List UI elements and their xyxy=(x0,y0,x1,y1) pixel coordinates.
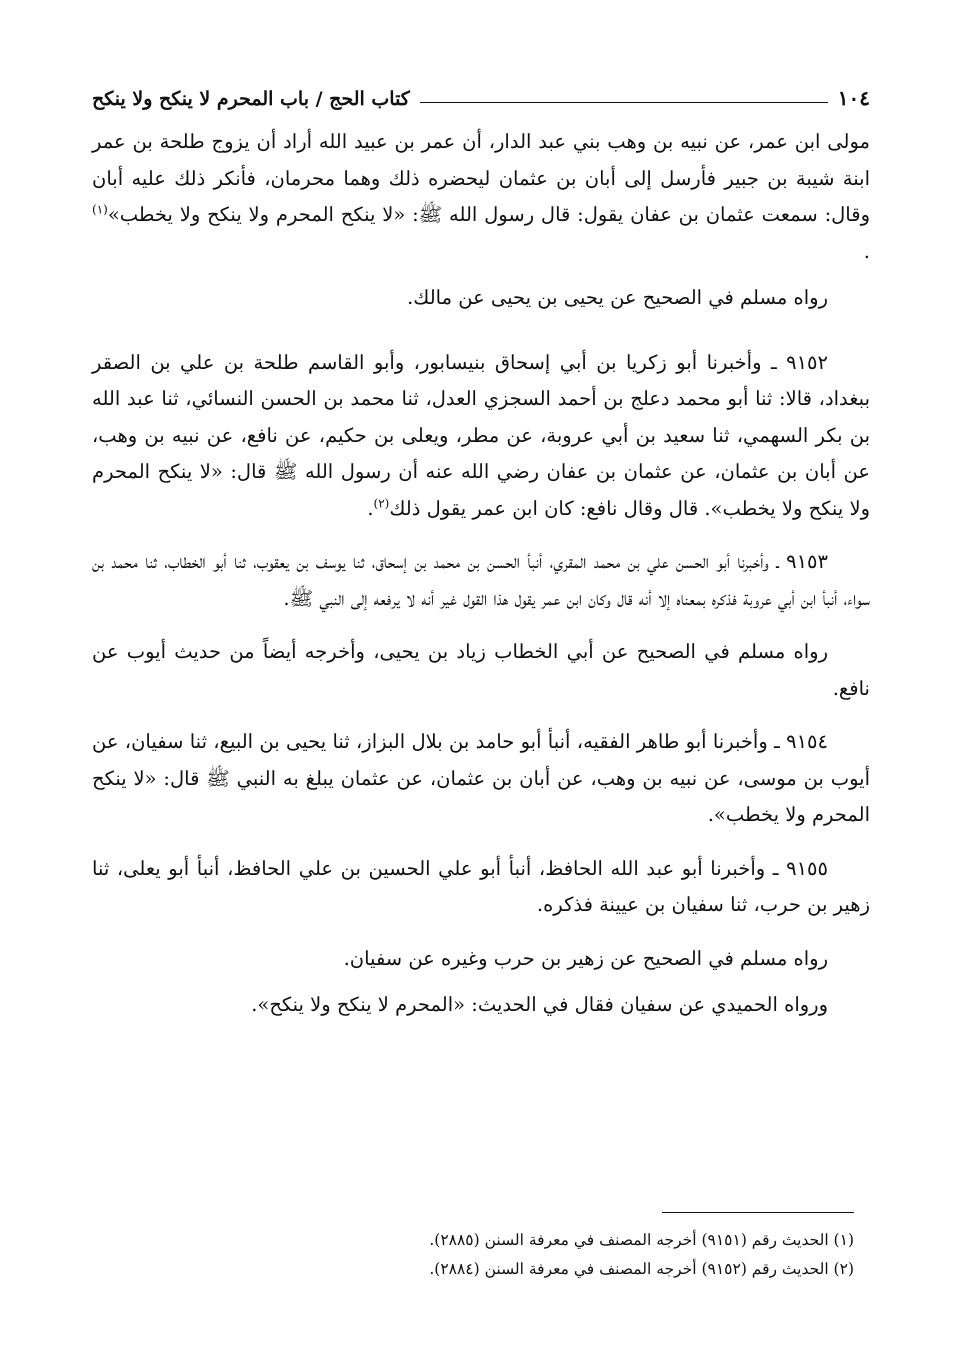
paragraph-narration: ورواه الحميدي عن سفيان فقال في الحديث: «المحرم لا ينكح ولا ينكح». xyxy=(251,993,828,1016)
paragraph-hadith-9155: ٩١٥٥ ـ وأخبرنا أبو عبد الله الحافظ، أنبأ أبو علي الحسين بن علي الحافظ، أنبأ أبو يعلى، ثنا زهير بن حرب، ثنا سفيان بن عيينة فذكره. xyxy=(92,856,870,916)
body-text xyxy=(92,124,870,1024)
page-number: ١٠٤ xyxy=(837,86,870,110)
running-header xyxy=(92,78,870,110)
paragraph-continuation: مولى ابن عمر، عن نبيه بن وهب بني عبد الدار، أن عمر بن عبيد الله أراد أن يزوج طلحة بن عمر ابنة شيبة بن جبير فأرسل إلى أبان بن عثمان ليحضره ذلك وهما محرمان، فأنكر ذلك عليه أبان وقال: سمعت عثمان بن عفان يقول: قال رسول الله ﷺ: «لا ينكح المحرم ولا ينكح ولا يخطب»$^{(١)}$ . xyxy=(92,130,870,263)
footnotes xyxy=(154,1226,854,1284)
header-rule xyxy=(420,102,828,103)
footnote-rule xyxy=(662,1212,854,1213)
paragraph-hadith-9153: ٩١٥٣ ـ وأخبرنا أبو الحسن علي بن محمد المقري، أنبأ الحسن بن محمد بن إسحاق، ثنا يوسف بن يعقوب، ثنا أبو الخطاب، ثنا محمد بن سواء، أنبأ ابن أبي عروبة فذكره بمعناه إلا أنه قال وكان ابن عمر يقول هذا القول غير أنه لا يرفعه إلى النبي ﷺ. xyxy=(92,550,870,610)
footnote-mark: (١) xyxy=(92,202,108,217)
paragraph-narration: رواه مسلم في الصحيح عن أبي الخطاب زياد بن يحيى، وأخرجه أيضاً من حديث أيوب عن نافع. xyxy=(92,640,870,700)
paragraph-narration: رواه مسلم في الصحيح عن يحيى بن يحيى عن مالك. xyxy=(407,286,828,309)
book-page xyxy=(92,78,870,1308)
footnote-mark: (٢) xyxy=(373,496,390,510)
footnote-1: (١) الحديث رقم (٩١٥١) أخرجه المصنف في معرفة السنن (٢٨٨٥). xyxy=(429,1231,854,1249)
paragraph-hadith-9152: ٩١٥٢ ـ وأخبرنا أبو زكريا بن أبي إسحاق بنيسابور، وأبو القاسم طلحة بن علي بن الصقر ببغداد، قالا: ثنا أبو محمد دعلج بن أحمد السجزي العدل، ثنا محمد بن الحسن النسائي، ثنا عبد الله بن بكر السهمي، ثنا سعيد بن أبي عروبة، عن مطر، ويعلى بن حكيم، عن نافع، عن نبيه بن وهب، عن أبان بن عثمان، عن عثمان بن عفان رضي الله عنه أن رسول الله ﷺ قال: «لا ينكح المحرم ولا ينكح ولا يخطب». قال وقال نافع: كان ابن عمر يقول ذلك$^{(٢)}$. xyxy=(92,350,870,520)
footnote-2: (٢) الحديث رقم (٩١٥٢) أخرجه المصنف في معرفة السنن (٢٨٨٤). xyxy=(429,1260,854,1278)
paragraph-hadith-9154: ٩١٥٤ ـ وأخبرنا أبو طاهر الفقيه، أنبأ أبو حامد بن بلال البزاز، ثنا يحيى بن البيع، ثنا سفيان، عن أيوب بن موسى، عن نبيه بن وهب، عن أبان بن عثمان، عن عثمان يبلغ به النبي ﷺ قال: «لا ينكح المحرم ولا يخطب». xyxy=(92,730,870,826)
running-title: كتاب الحج / باب المحرم لا ينكح ولا ينكح xyxy=(92,88,410,110)
paragraph-narration: رواه مسلم في الصحيح عن زهير بن حرب وغيره عن سفيان. xyxy=(343,946,828,970)
